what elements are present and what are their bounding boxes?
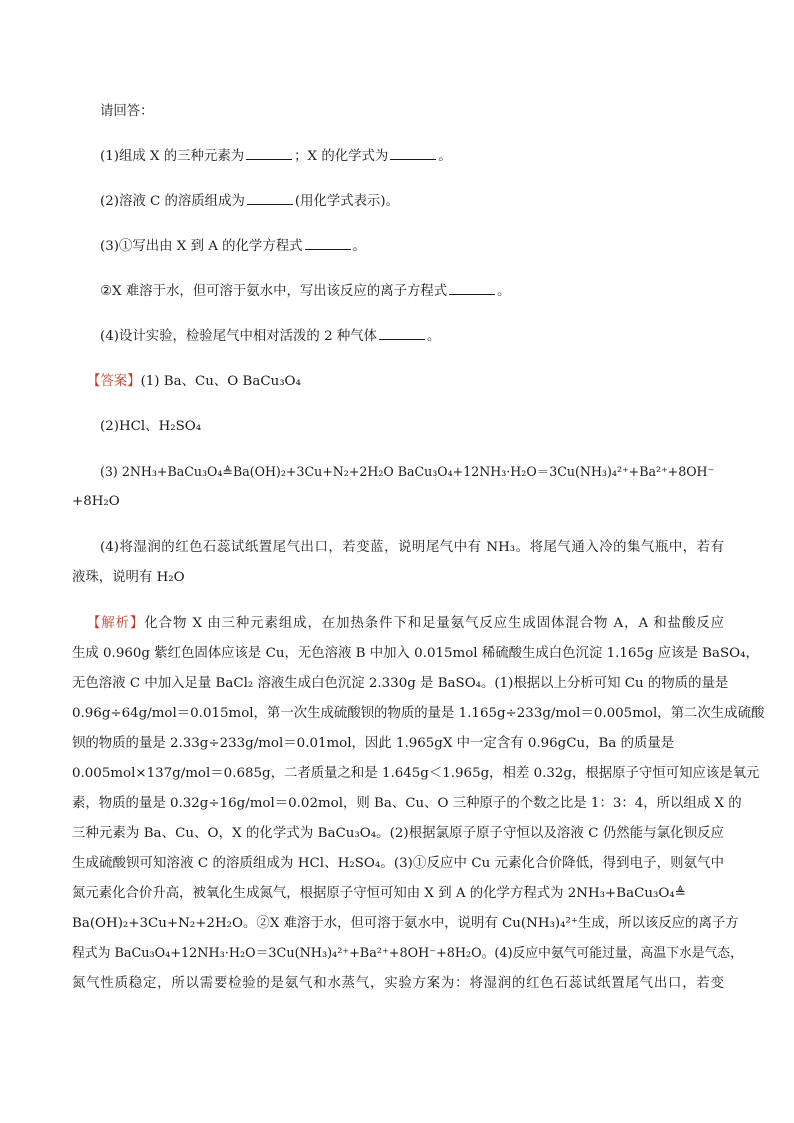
analysis-line-1: 【解析】化合物 X 由三种元素组成，在加热条件下和足量氨气反应生成固体混合物 A，A 和盐酸反应 xyxy=(87,616,725,631)
answer-label: 【答案】 xyxy=(87,374,141,389)
analysis-line-9: 生成硫酸钡可知溶液 C 的溶质组成为 HCl、H₂SO₄。(3)①反应中 Cu 元素化合价降低，得到电子，则氨气中 xyxy=(72,856,724,871)
question-3-2 xyxy=(100,282,511,302)
question-3-1-part-a: (3)①写出由 X 到 A 的化学方程式 xyxy=(100,239,303,254)
analysis-line-5: 钡的物质的量是 2.33g÷233g/mol＝0.01mol，因此 1.965gX 中一定含有 0.96gCu，Ba 的质量是 xyxy=(72,736,675,751)
question-3-1-part-b: 。 xyxy=(352,239,366,254)
question-2 xyxy=(100,192,399,212)
question-1-part-a: (1)组成 X 的三种元素为 xyxy=(100,149,245,164)
question-4-part-b: 。 xyxy=(427,329,441,344)
answer-3: (3) 2NH₃+BaCu₃O₄≜Ba(OH)₂+3Cu+N₂+2H₂O BaCu₃O₄+12NH₃·H₂O＝3Cu(NH₃)₄²⁺+Ba²⁺+8OH⁻ xyxy=(100,464,715,479)
question-1-part-c: 。 xyxy=(438,149,452,164)
question-4 xyxy=(100,327,440,347)
question-3-1 xyxy=(100,237,366,257)
analysis-line-13: 氮气性质稳定，所以需要检验的是氨气和水蒸气，实验方案为：将湿润的红色石蕊试纸置尾气出口，若变 xyxy=(72,976,724,991)
question-3-2-part-a: ②X 难溶于水，但可溶于氨水中，写出该反应的离子方程式 xyxy=(100,284,448,299)
analysis-line-2: 生成 0.960g 紫红色固体应该是 Cu，无色溶液 B 中加入 0.015mol 稀硫酸生成白色沉淀 1.165g 应该是 BaSO₄， xyxy=(72,646,759,661)
answer-2: (2)HCl、H₂SO₄ xyxy=(100,419,202,434)
answer-blank xyxy=(246,147,292,160)
analysis-line-11: Ba(OH)₂+3Cu+N₂+2H₂O。②X 难溶于水，但可溶于氨水中，说明有 Cu(NH₃)₄²⁺生成，所以该反应的离子方 xyxy=(72,916,739,931)
answer-blank xyxy=(305,237,351,250)
answer-3-continued: +8H₂O xyxy=(72,494,120,509)
analysis-line-4: 0.96g÷64g/mol＝0.015mol，第一次生成硫酸钡的物质的量是 1.165g÷233g/mol＝0.005mol，第二次生成硫酸 xyxy=(72,706,765,721)
answer-4-line-2: 液珠，说明有 H₂O xyxy=(72,570,185,585)
question-4-part-a: (4)设计实验，检验尾气中相对活泼的 2 种气体 xyxy=(100,329,378,344)
question-2-part-a: (2)溶液 C 的溶质组成为 xyxy=(100,194,245,209)
question-2-part-b: (用化学式表示)。 xyxy=(294,194,400,209)
analysis-label: 【解析】 xyxy=(87,616,145,631)
question-1 xyxy=(100,147,452,167)
analysis-line-12: 程式为 BaCu₃O₄+12NH₃·H₂O＝3Cu(NH₃)₄²⁺+Ba²⁺+8OH⁻+8H₂O。(4)反应中氨气可能过量，高温下水是气态， xyxy=(72,946,743,961)
analysis-line-8: 三种元素为 Ba、Cu、O，X 的化学式为 BaCu₃O₄。(2)根据氯原子原子守恒以及溶液 C 仍然能与氯化钡反应 xyxy=(72,826,724,841)
analysis-line-7: 素，物质的量是 0.32g÷16g/mol＝0.02mol，则 Ba、Cu、O 三种原子的个数之比是 1：3：4，所以组成 X 的 xyxy=(72,796,742,811)
question-1-part-b: ；X 的化学式为 xyxy=(294,149,389,164)
analysis-line-6: 0.005mol×137g/mol＝0.685g，二者质量之和是 1.645g＜1.965g，相差 0.32g，根据原子守恒可知应该是氧元 xyxy=(72,766,760,781)
answer-blank xyxy=(449,282,495,295)
answer-blank xyxy=(247,192,293,205)
analysis-line-3: 无色溶液 C 中加入足量 BaCl₂ 溶液生成白色沉淀 2.330g 是 BaSO₄。(1)根据以上分析可知 Cu 的物质的量是 xyxy=(72,676,729,691)
answer-line-1 xyxy=(87,372,301,392)
answer-blank xyxy=(390,147,436,160)
analysis-line-10: 氮元素化合价升高，被氧化生成氮气，根据原子守恒可知由 X 到 A 的化学方程式为 2NH₃+BaCu₃O₄≜ xyxy=(72,886,686,901)
intro-text: 请回答： xyxy=(100,104,154,119)
answer-blank xyxy=(379,327,425,340)
question-3-2-part-b: 。 xyxy=(497,284,511,299)
answer-4-line-1: (4)将湿润的红色石蕊试纸置尾气出口，若变蓝，说明尾气中有 NH₃。将尾气通入冷的集气瓶中，若有 xyxy=(100,540,724,555)
answer-1: (1) Ba、Cu、O BaCu₃O₄ xyxy=(140,374,301,389)
